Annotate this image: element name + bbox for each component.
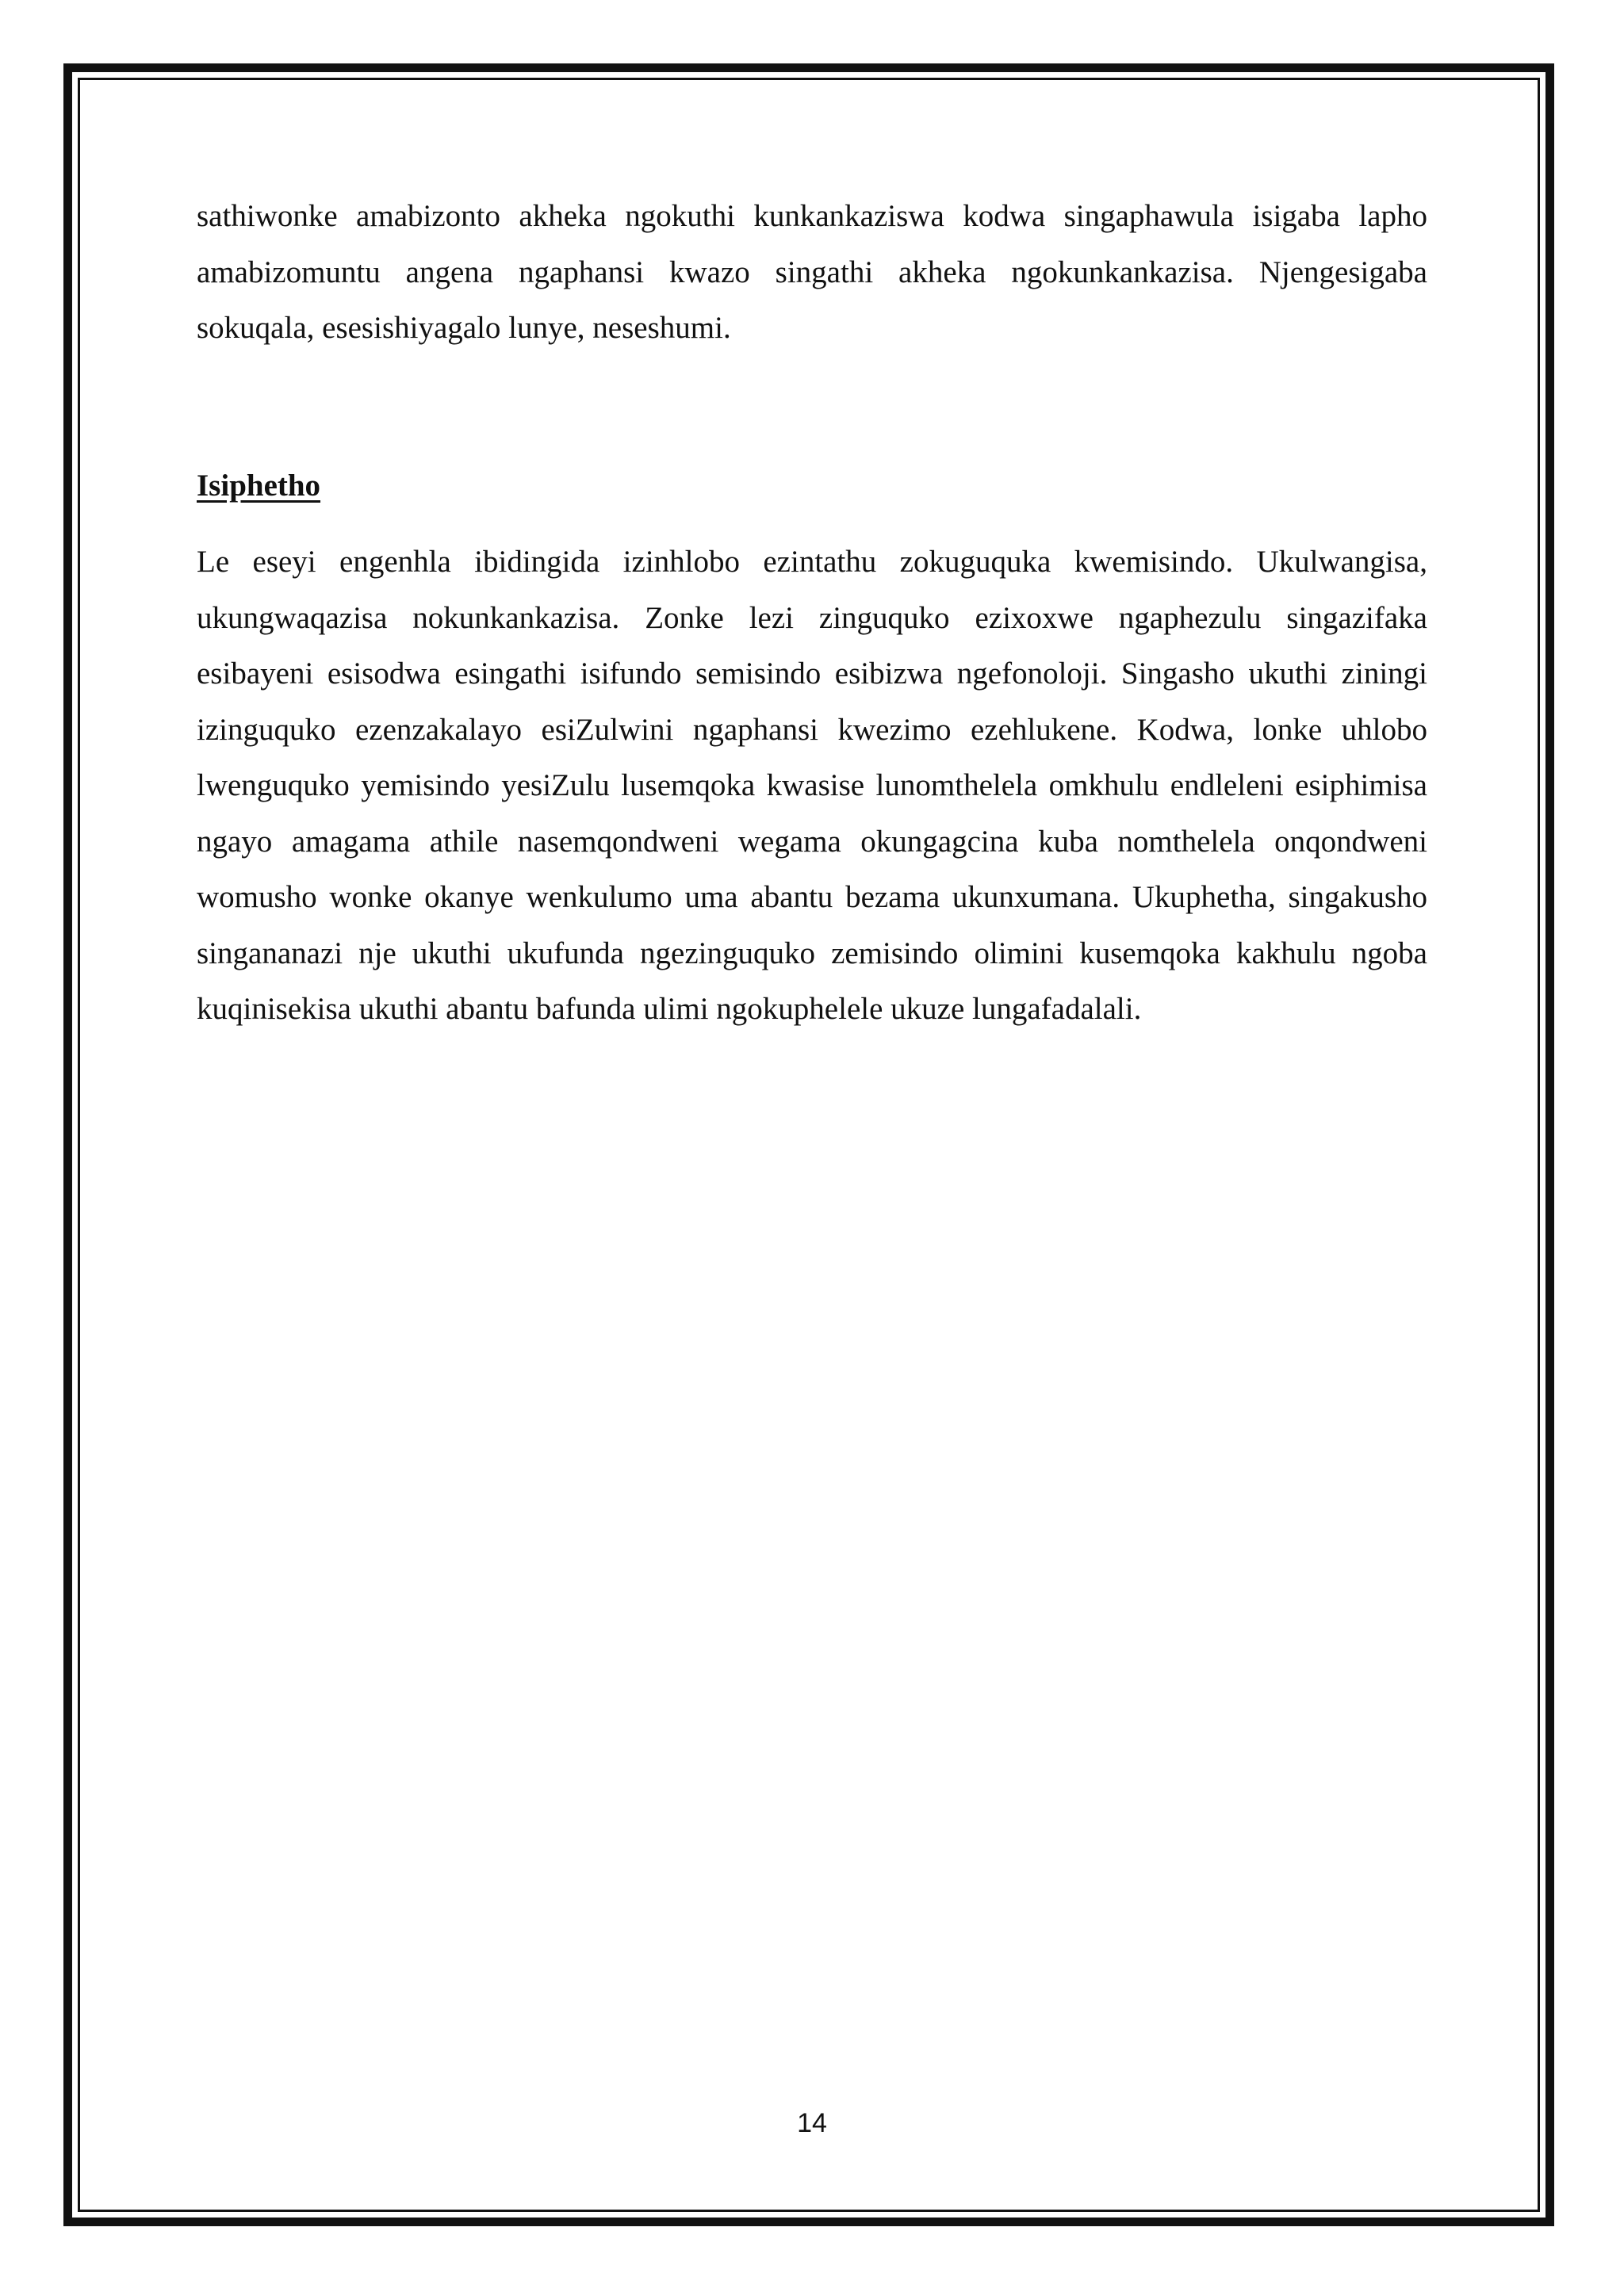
page-number: 14 — [797, 2108, 827, 2138]
body-paragraph-1: sathiwonke amabizonto akheka ngokuthi kunkankaziswa kodwa singaphawula isigaba lapho amabizomuntu angena ngaphansi kwazo singathi akheka ngokunkankazisa. Njengesigaba sokuqala, esesishiyagalo lunye, neseshumi. — [197, 199, 1427, 345]
page-border-inner — [78, 78, 1540, 2212]
document-body — [197, 189, 1427, 1026]
body-paragraph-2: Le eseyi engenhla ibidingida izinhlobo ezintathu zokuguquka kwemisindo. Ukulwangisa, ukungwaqazisa nokunkankazisa. Zonke lezi zinguquko ezixoxwe ngaphezulu singazifaka esibayeni esisodwa esingathi isifundo semisindo esibizwa ngefonoloji. Singasho ukuthi ziningi izinguquko ezenzakalayo esiZulwini ngaphansi kwezimo ezehlukene. Kodwa, lonke uhlobo lwenguquko yemisindo yesiZulu lusemqoka kwasise lunomthelela omkhulu endleleni esiphimisa ngayo amagama athile nasemqondweni wegama okungagcina kuba nomthelela onqondweni womusho wonke okanye wenkulumo uma abantu bezama ukunxumana. Ukuphetha, singakusho singananazi nje ukuthi ukufunda ngezinguquko zemisindo olimini kusemqoka kakhulu ngoba kuqinisekisa ukuthi abantu bafunda ulimi ngokuphelele ukuze lungafadalali. — [197, 545, 1427, 1026]
section-heading: Isiphetho — [197, 469, 321, 503]
